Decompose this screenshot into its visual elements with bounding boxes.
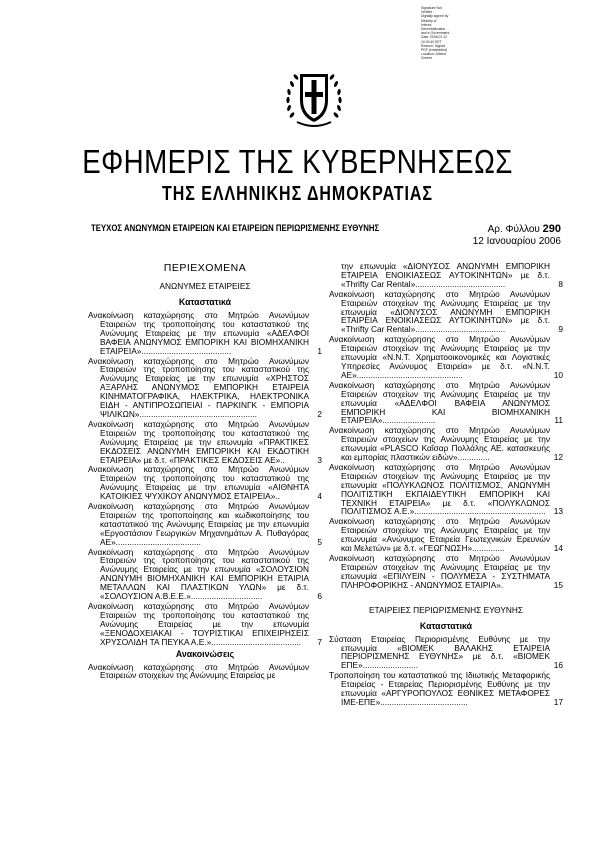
issue-number-value: 290 (542, 223, 561, 235)
entry-page: 6 (317, 591, 322, 602)
entry-page: 8 (558, 278, 563, 289)
contents-entry[interactable] (329, 381, 563, 426)
entry-text: Ανακοίνωση καταχώρησης στο Μητρώο Ανωνύμων Εταιρειών στοιχείων της Ανώνυμης Εταιρείας με την επωνυμία «Ανώνυμος Εταιρεία Γεωτεχνικών Ερευνών και Μελετών» με δ.τ. «ΓΕΩΓΝΩΣΗ».............. (329, 516, 550, 554)
stamp-line: 10:34:40 EET (421, 39, 442, 44)
entry-page: 2 (317, 408, 322, 419)
entry-text: Ανακοίνωση καταχώρησης στο Μητρώο Ανωνύμων Εταιρειών της τροποποίησης και κωδικοποίησης του καταστατικού της Ανώνυμης Εταιρείας με την επωνυμία «Εργοστάσιον Γεωργικών Μηχανημάτων Α. Πυθαγόρας ΑΕ»..................................... (88, 501, 309, 547)
entry-text: Ανακοίνωση καταχώρησης στο Μητρώο Ανωνύμων Εταιρειών στοιχείων της Ανώνυμης Εταιρείας με την επωνυμία «ΕΠΙΛΥΕΙΝ - ΠΟΛΥΜΕΣΑ - ΣΥΣΤΗΜΑΤΑ ΠΛΗΡΟΦΟΡΙΚΗΣ - ΑΝΩΝΥΜΟΣ ΕΤΑΙΡΙΑ». (329, 553, 550, 590)
entry-page: 3 (317, 454, 322, 465)
stamp-line: Ministry of (421, 18, 437, 23)
stamp-line: PDF (embedded) (421, 48, 448, 53)
stamp-line: Reason: Signed (421, 43, 446, 48)
entry-page: 11 (554, 415, 563, 426)
gazette-title: ΕΦΗΜΕΡΙΣ ΤΗΣ ΚΥΒΕΡΝΗΣΕΩΣ (82, 143, 513, 180)
contents-right-column (329, 262, 563, 708)
entry-page: 17 (553, 696, 563, 707)
contents-entry[interactable] (88, 420, 322, 465)
issue-row (91, 223, 561, 235)
entry-text: Ανακοίνωση καταχώρησης στο Μητρώο Ανωνύμων Εταιρειών στοιχείων της Ανώνυμης Εταιρείας με την επωνυμία «ΑΔΕΛΦΟΙ ΒΑΦΕΙΑ ΑΝΩΝΥΜΟΣ ΕΜΠΟΡΙΚΗ ΚΑΙ ΒΙΟΜΗΧΑΝΙΚΗ ΕΤΑΙΡΕΙΑ»....................... (329, 379, 550, 426)
coat-of-arms-icon (283, 60, 345, 132)
entry-text: Ανακοίνωση καταχώρησης στο Μητρώο Ανωνύμων Εταιρειών στοιχείων της Ανώνυμης Εταιρείας με (88, 661, 309, 681)
contents-left-column (88, 262, 322, 681)
entry-page: 12 (553, 452, 563, 463)
contents-entry[interactable] (88, 602, 322, 647)
contents-heading: ΠΕΡΙΕΧΟΜΕΝΑ (163, 262, 247, 274)
issue-number (488, 223, 561, 236)
stamp-line: Greece (421, 56, 433, 61)
issue-date: 12 Ιανουαρίου 2006 (472, 236, 561, 247)
entry-text: Ανακοίνωση καταχώρησης στο Μητρώο Ανωνύμων Εταιρειών της τροποποίησης του καταστατικού της Ανώνυμης Εταιρείας με την επωνυμία «ΞΕΝΟΔΟΧΕΙΑΚΑΙ - ΤΟΥΡΙΣΤΙΚΑΙ ΕΠΙΧΕΙΡΗΣΕΙΣ ΧΡΥΣΟΛΙΔΗ ΤΑ ΠΕΥΚΑ Α.Ε.»....................................... (88, 601, 309, 647)
contents-entry[interactable] (329, 335, 563, 380)
entry-page: 14 (553, 543, 563, 554)
entry-page: 5 (317, 536, 322, 547)
entry-page: 13 (553, 506, 563, 517)
stamp-line: Digitally signed by (421, 14, 449, 19)
contents-entry-start[interactable] (88, 663, 322, 681)
issue-title: ΤΕΥΧΟΣ ΑΝΩΝΥΜΩΝ ΕΤΑΙΡΕΙΩΝ ΚΑΙ ΕΤΑΙΡΕΙΩΝ ΠΕΡΙΩΡΙΣΜΕΝΗΣ ΕΥΘΥΝΗΣ (91, 223, 380, 234)
spacer (329, 591, 563, 601)
entry-page: 4 (317, 491, 322, 502)
stamp-line: and e-Government (421, 31, 450, 36)
entry-text: Ανακοίνωση καταχώρησης στο Μητρώο Ανωνύμων Εταιρειών της τροποποίησης του καταστατικού της Ανώνυμης Εταιρείας με την επωνυμία «ΣΟΛΟΥΣΙΟΝ ΑΝΩΝΥΜΗ ΒΙΟΜΗΧΑΝΙΚΗ ΚΑΙ ΕΜΠΟΡΙΚΗ ΕΤΑΙΡΙΑ ΜΕΤΑΛΛΩΝ ΚΑΙ ΠΛΑΣΤΙΚΩΝ ΥΛΩΝ» με δ.τ. «ΣΟΛΟΥΣΙΟΝ Α.Β.Ε.Ε.»............................... (88, 546, 309, 602)
entry-text: Ανακοίνωση καταχώρησης στο Μητρώο Ανωνύμων Εταιρειών στοιχείων της Ανώνυμης Εταιρείας με την επωνυμία «ΔΙΟΝΥΣΟΣ ΑΝΩΝΥΜΗ ΕΜΠΟΡΙΚΗ ΕΤΑΙΡΕΙΑ ΕΝΟΙΚΙΑΣΕΩΣ ΑΥΤΟΚΙΝΗΤΩΝ» με δ.τ. «Thrifty Car Rental»....................................... (329, 288, 550, 335)
contents-entry[interactable] (88, 502, 322, 547)
contents-entry[interactable] (329, 463, 563, 516)
contents-entry[interactable] (88, 465, 322, 501)
stamp-line: Signature Not (421, 6, 442, 10)
entry-text: Ανακοίνωση καταχώρησης στο Μητρώο Ανωνύμων Εταιρειών της τροποποίησης του καταστατικού της Ανώνυμης Εταιρείας με την επωνυμία «ΠΡΑΚΤΙΚΕΣ ΕΚΔΟΣΕΙΣ ΑΝΩΝΥΜΗ ΕΜΠΟΡΙΚΗ ΚΑΙ ΕΚΔΟΤΙΚΗ ΕΤΑΙΡΕΙΑ» με δ.τ. «ΠΡΑΚΤΙΚΕΣ ΕΚΔΟΣΕΙΣ ΑΕ».. (88, 418, 309, 465)
contents-entry-continuation[interactable] (329, 262, 563, 289)
contents-entry[interactable] (329, 517, 563, 553)
contents-entry[interactable] (88, 548, 322, 601)
entry-text: Τροποποίηση του καταστατικού της Ιδιωτικής Μεταφορικής Εταιρείας - Εταιρείας Περιορισμένης Ευθύνης με την επωνυμία «ΑΡΓΥΡΟΠΟΥΛΟΣ ΕΘΝΙΚΕΣ ΜΕΤΑΦΟΡΕΣ ΙΜΕ-ΕΠΕ»...................................... (329, 670, 550, 707)
section-heading-ae: ΑΝΩΝΥΜΕΣ ΕΤΑΙΡΕΙΕΣ (159, 281, 251, 291)
entry-text: την επωνυμία «ΔΙΟΝΥΣΟΣ ΑΝΩΝΥΜΗ ΕΜΠΟΡΙΚΗ ΕΤΑΙΡΕΙΑ ΕΝΟΙΚΙΑΣΕΩΣ ΑΥΤΟΚΙΝΗΤΩΝ» με δ.τ. «Thrifty Car Rental»....................................... (341, 261, 550, 289)
entry-page: 9 (558, 324, 563, 335)
stamp-line: Date: 2006.01.12 (421, 35, 448, 40)
stamp-line: Decentralization (421, 27, 446, 32)
subheading-katastatika: Καταστατικά (178, 297, 232, 307)
subheading-anakoinoseis: Ανακοινώσεις (175, 648, 235, 659)
entry-text: Ανακοίνωση καταχώρησης στο Μητρώο Ανωνύμων Εταιρειών της τροποποίησης του καταστατικού της Ανώνυμης Εταιρείας με την επωνυμία «ΑΔΕΛΦΟΙ ΒΑΦΕΙΑ ΑΝΩΝΥΜΟΣ ΕΜΠΟΡΙΚΗ ΚΑΙ ΒΙΟΜΗΧΑΝΙΚΗ ΕΤΑΙΡΕΙΑ»....................................... (88, 310, 309, 356)
contents-entry[interactable] (329, 426, 563, 462)
entry-text: Ανακοίνωση καταχώρησης στο Μητρώο Ανωνύμων Εταιρειών στοιχείων της Ανώνυμης Εταιρείας με την επωνυμία «ΠΟΛΥΚΛΩΝΟΣ ΠΟΛΙΤΙΣΜΟΣ, ΑΝΩΝΥΜΗ ΠΟΛΙΤΙΣΤΙΚΗ ΕΚΠΑΙΔΕΥΤΙΚΗ ΕΜΠΟΡΙΚΗ ΚΑΙ ΤΕΧΝΙΚΗ ΕΤΑΙΡΕΙΑ» με δ.τ. «ΠΟΛΥΚΛΩΝΟΣ ΠΟΛΙΤΙΣΜΟΣ Α.Ε.»......................................................... (329, 461, 550, 517)
stamp-line: Location: Athens (421, 52, 447, 57)
contents-entry[interactable] (88, 357, 322, 419)
digital-signature-stamp (421, 6, 501, 110)
contents-entry[interactable] (329, 290, 563, 335)
entry-text: Σύσταση Εταιρείας Περιορισμένης Ευθύνης με την επωνυμία «ΒΙΟΜΕΚ ΒΑΛΑΚΗΣ ΕΤΑΙΡΕΙΑ ΠΕΡΙΟΡΙΣΜΕΝΗΣ ΕΥΘΥΝΗΣ» με δ.τ. «ΒΙΟΜΕΚ ΕΠΕ»........................ (329, 633, 550, 671)
subheading-epe-katastatika: Καταστατικά (419, 620, 473, 631)
stamp-line: Interior, (421, 22, 433, 27)
entry-page: 7 (317, 636, 322, 647)
issue-label: Αρ. Φύλλου (487, 224, 540, 235)
entry-page: 1 (317, 345, 322, 356)
section-heading-epe: ΕΤΑΙΡΕΙΕΣ ΠΕΡΙΩΡΙΣΜΕΝΗΣ ΕΥΘΥΝΗΣ (369, 604, 523, 615)
entry-text: Ανακοίνωση καταχώρησης στο Μητρώο Ανωνύμων Εταιρειών της τροποποίησης του καταστατικού της Ανώνυμης Εταιρείας με την επωνυμία «ΑΙΘΝΗΤΑ ΚΑΤΟΙΚΙΕΣ ΨΥΧΙΚΟΥ ΑΝΩΝΥΜΟΣ ΕΤΑΙΡΕΙΑ».. (88, 464, 309, 502)
stamp-line: Verified (421, 10, 433, 15)
gazette-subtitle: ΤΗΣ ΕΛΛΗΝΙΚΗΣ ΔΗΜΟΚΡΑΤΙΑΣ (162, 183, 433, 205)
entry-text: Ανακοίνωση καταχώρησης στο Μητρώο Ανωνύμων Εταιρειών στοιχείων της Ανώνυμης Εταιρείας με την επωνυμία «Ν.Ν.Τ. Χρηματοοικονομικές και Λογιστικές Υπηρεσίες Ανώνυμος Εταιρεία» με δ.τ. «Ν.Ν.Τ. ΑΕ».............................................. (329, 334, 550, 380)
contents-entry[interactable] (329, 671, 563, 707)
entry-text: Ανακοίνωση καταχώρησης στο Μητρώο Ανωνύμων Εταιρειών της τροποποίησης του καταστατικού της Ανώνυμης Εταιρείας με την επωνυμία «ΧΡΗΣΤΟΣ ΑΞΑΡΛΗΣ ΑΝΩΝΥΜΟΣ ΕΜΠΟΡΙΚΗ ΕΤΑΙΡΕΙΑ ΚΙΝΗΜΑΤΟΓΡΑΦΙΚΑ, ΗΛΕΚΤΡΙΚΑ, ΗΛΕΚΤΡΟΝΙΚΑ ΕΙΔΗ - ΑΝΤΙΠΡΟΣΩΠΕΙΑΙ - ΠΑΡΚΙΝΓΚ - ΕΜΠΟΡΙΑ ΨΙΛΙΚΩΝ»................................................... (88, 355, 309, 419)
contents-entry[interactable] (329, 635, 563, 671)
entry-page: 10 (553, 369, 563, 380)
contents-entry[interactable] (88, 311, 322, 356)
entry-page: 15 (553, 579, 563, 590)
contents-entry[interactable] (329, 554, 563, 590)
entry-page: 16 (553, 660, 563, 671)
entry-text: Ανακοίνωση καταχώρησης στο Μητρώο Ανωνύμων Εταιρειών στοιχείων της Ανώνυμης Εταιρείας με την επωνυμία «PLASCO Καΐσαρ Πολλάλης ΑΕ. κατασκευής και εμπορίας πλαστικών ειδών».............. (329, 425, 550, 463)
